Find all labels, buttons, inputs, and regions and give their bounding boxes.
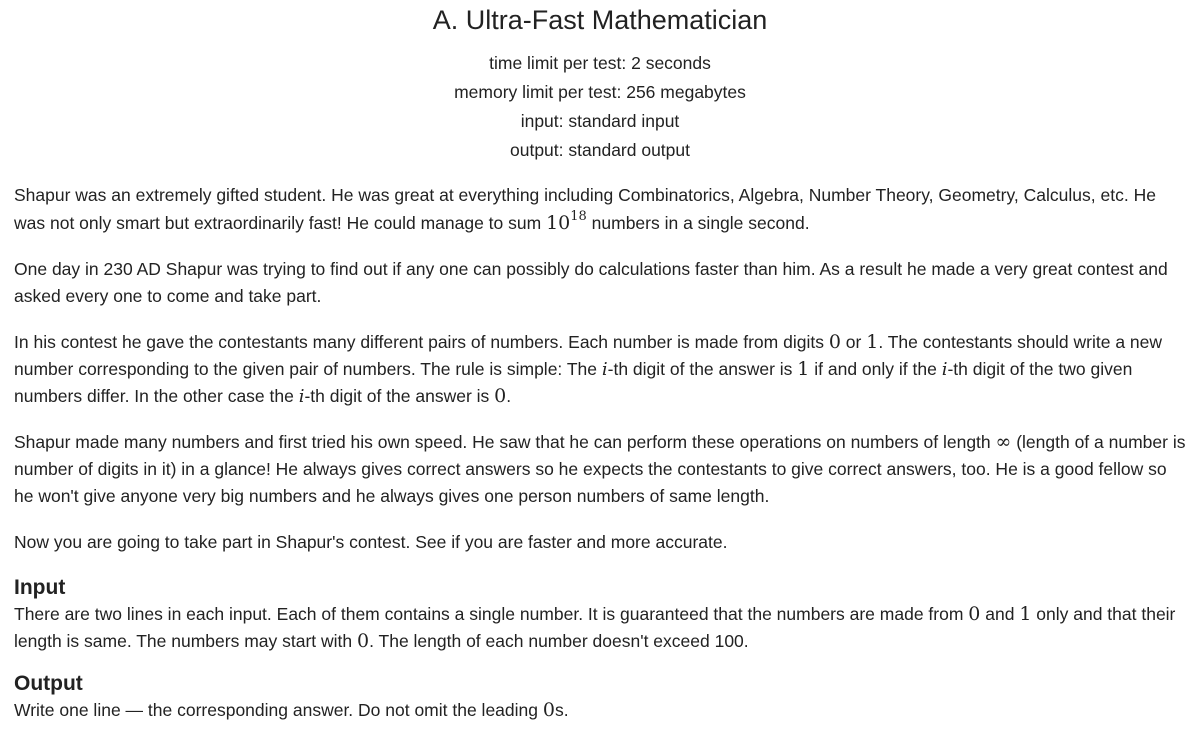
math-variable: i [298, 386, 305, 407]
text-segment: . [506, 386, 512, 406]
text-segment: (length of a number is number of digits in it) in a glance! He always gives correct answers so he expects the contestants to give correct answers, too. He is a good fellow so he won't give anyone very big numbers and he always gives one person numbers of same length. [14, 432, 1186, 506]
time-limit: time limit per test: 2 seconds [489, 53, 711, 73]
text-segment: . The length of each number doesn't exceed 100. [369, 631, 749, 651]
text-segment: -th digit of the answer is [607, 359, 798, 379]
math-variable: i [601, 359, 608, 380]
math-digit: 0 [542, 699, 555, 721]
problem-header [14, 3, 1186, 165]
math-digit: 1 [797, 358, 810, 380]
problem-statement [14, 182, 1186, 556]
text-segment: numbers in a single second. [586, 212, 810, 233]
output-section [14, 671, 1186, 724]
text-segment: and [980, 604, 1020, 624]
statement-paragraph-4 [14, 429, 1186, 510]
text-segment: -th digit of the answer is [304, 386, 495, 406]
text-segment: In his contest he gave the contestants many different pairs of numbers. Each number is made from digits [14, 332, 829, 352]
math-digit: 0 [494, 385, 507, 407]
text-segment: s. [554, 700, 569, 720]
input-section-text [14, 601, 1186, 655]
input-spec: input: standard input [520, 111, 680, 131]
math-digit: 0 [357, 630, 370, 652]
text-segment: . The contestants should write a new number corresponding to the given pair of numbers. The rule is simple: The [14, 332, 1163, 379]
math-digit: 0 [968, 603, 981, 625]
input-section-title: Input [14, 576, 66, 599]
text-segment: -th digit of the two given numbers differ. In the other case the [14, 359, 1133, 406]
output-spec: output: standard output [510, 140, 690, 160]
math-digit: 1 [866, 331, 879, 353]
problem-page [0, 3, 1200, 743]
math-base: 10 [546, 211, 571, 234]
text-segment: Shapur made many numbers and first tried his own speed. He saw that he can perform these operations on numbers of length [14, 432, 996, 452]
statement-paragraph-1 [14, 182, 1186, 237]
math-exponent: 18 [570, 208, 587, 224]
input-section [14, 575, 1186, 655]
statement-paragraph-5: Now you are going to take part in Shapur's contest. See if you are faster and more accurate. [14, 532, 728, 552]
text-segment: There are two lines in each input. Each of them contains a single number. It is guaranteed that the numbers are made from [14, 604, 969, 624]
statement-paragraph-2: One day in 230 AD Shapur was trying to find out if any one can possibly do calculations faster than him. As a result he made a very great contest and asked every one to come and take part. [14, 259, 1168, 306]
text-segment: Write one line — the corresponding answer. Do not omit the leading [14, 700, 543, 720]
text-segment: or [840, 332, 867, 352]
math-variable: i [941, 359, 948, 380]
statement-paragraph-3 [14, 329, 1186, 410]
text-segment: Shapur was an extremely gifted student. He was great at everything including Combinatorics, Algebra, Number Theory, Geometry, Calculus, etc. He was not only smart but extraordinarily fast! He could manage to sum [14, 185, 1156, 233]
output-section-text [14, 697, 1186, 724]
infinity-symbol: ∞ [995, 431, 1012, 453]
math-digit: 1 [1019, 603, 1032, 625]
math-digit: 0 [828, 331, 841, 353]
output-section-title: Output [14, 672, 83, 695]
problem-title: A. Ultra-Fast Mathematician [432, 5, 768, 35]
text-segment: if and only if the [809, 359, 942, 379]
text-segment: only and that their length is same. The numbers may start with [14, 604, 1176, 651]
memory-limit: memory limit per test: 256 megabytes [454, 82, 746, 102]
